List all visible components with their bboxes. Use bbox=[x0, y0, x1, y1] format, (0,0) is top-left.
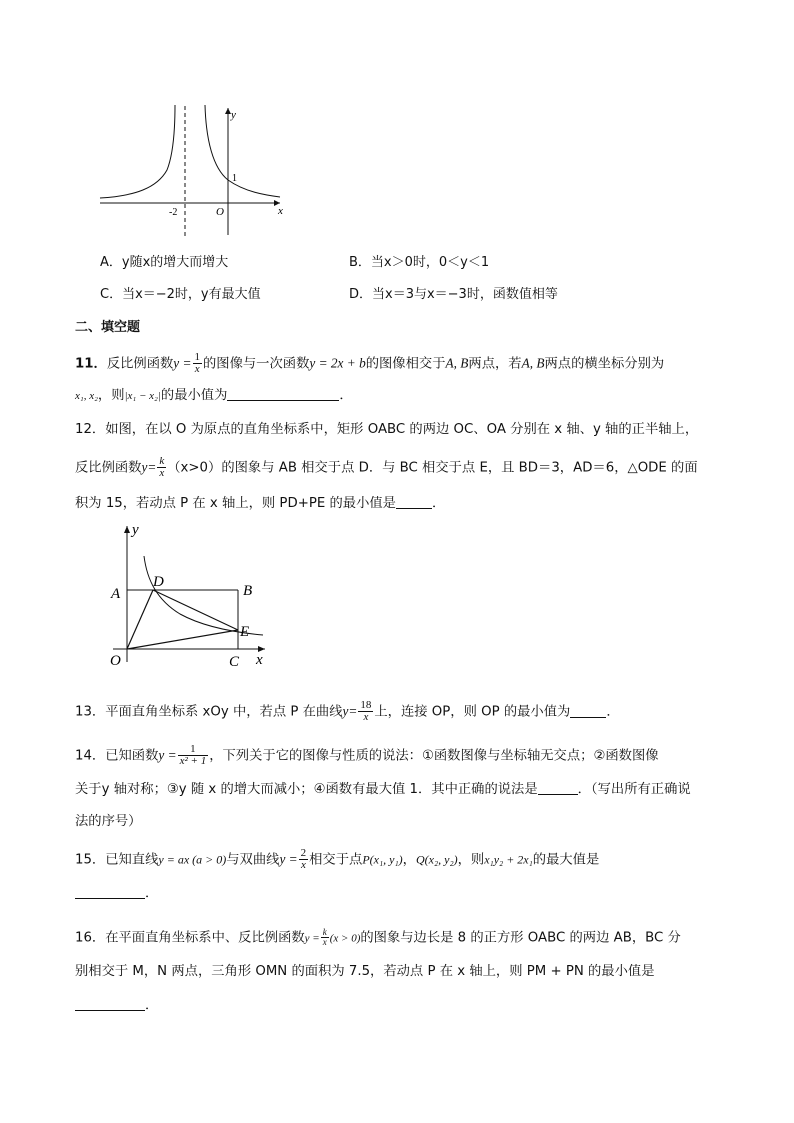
q14-frac-num: 1 bbox=[178, 744, 209, 756]
label-d: D bbox=[153, 574, 164, 590]
q11-vars: x₁, x₂ bbox=[75, 390, 98, 402]
label-b: B bbox=[243, 583, 253, 599]
q11-number: 11． bbox=[75, 356, 107, 372]
q12-line2 bbox=[75, 456, 698, 479]
q16-line1 bbox=[75, 928, 681, 949]
q16-text-b: 的图象与边长是 8 的正方形 OABC 的两边 AB，BC 分 bbox=[360, 930, 681, 946]
q14-line2 bbox=[75, 780, 691, 800]
q14-text-a: 14．已知函数 bbox=[75, 748, 159, 764]
label-o: O bbox=[110, 653, 121, 669]
q13-eq: y= bbox=[342, 703, 358, 719]
q12-text-c: 积为 15，若动点 P 在 x 轴上，则 PD+PE 的最小值是 bbox=[75, 496, 396, 511]
rectangle-hyperbola-graph-q12 bbox=[105, 520, 275, 670]
q13-answer-blank[interactable] bbox=[570, 703, 606, 718]
x-axis-label: x bbox=[278, 205, 283, 217]
q15-eq: y = bbox=[279, 851, 298, 867]
q14-eq: y = bbox=[158, 747, 177, 763]
label-y: y bbox=[132, 522, 139, 538]
q11-points-2: A, B bbox=[521, 355, 545, 371]
q12-frac-num: k bbox=[159, 455, 165, 467]
q16-frac-den: x bbox=[322, 937, 327, 947]
q11-abs: |x₁ − x₂| bbox=[124, 390, 161, 402]
q11-end: ． bbox=[339, 388, 353, 403]
origin-label: O bbox=[216, 206, 224, 218]
option-a: A．y随x的增大而增大 bbox=[100, 255, 229, 270]
q11-line1 bbox=[75, 352, 664, 375]
q15-expr: x₁y₂ + 2x₁ bbox=[484, 852, 533, 867]
q14-text-d: ．（写出所有正确说 bbox=[577, 782, 691, 797]
q15-line2 bbox=[75, 884, 158, 904]
q15-frac-num: 2 bbox=[300, 847, 307, 859]
q11-eq1: y = bbox=[173, 355, 192, 371]
right-branch-curve bbox=[205, 105, 280, 197]
q11-text-f: ，则 bbox=[97, 388, 125, 403]
q14-frac-den: x² + 1 bbox=[179, 755, 207, 767]
y-axis-label: y bbox=[231, 109, 236, 121]
q13-text-b: 上，连接 OP，则 OP 的最小值为 bbox=[374, 704, 571, 720]
section-title: 二、填空题 bbox=[75, 320, 141, 335]
q15-frac-den: x bbox=[300, 859, 306, 871]
q15-line-eq: y = ax (a > 0) bbox=[158, 852, 227, 867]
q15-text-e: ，则 bbox=[457, 852, 485, 868]
q15-answer-blank[interactable] bbox=[75, 884, 145, 899]
q12-line3 bbox=[75, 494, 445, 514]
q12-frac-den: x bbox=[159, 467, 165, 479]
q11-frac-den: x bbox=[194, 363, 200, 375]
q16-frac-num: k bbox=[322, 927, 327, 937]
q11-answer-blank[interactable] bbox=[227, 386, 339, 401]
q16-answer-blank[interactable] bbox=[75, 996, 145, 1011]
q16-line2: 别相交于 M，N 两点，三角形 OMN 的面积为 7.5，若动点 P 在 x 轴上，则 PM + PN 的最小值是 bbox=[75, 964, 655, 979]
q15-point-p: P(x₁, y₁) bbox=[362, 852, 403, 867]
y-axis-arrow bbox=[124, 526, 130, 533]
q13-frac-num: 18 bbox=[360, 699, 372, 711]
left-branch-curve bbox=[100, 105, 175, 198]
segment-od bbox=[127, 590, 153, 649]
hyperbola-graph-q10 bbox=[95, 100, 290, 240]
q15-text-d: ， bbox=[402, 852, 416, 868]
q14-text-b: ，下列关于它的图像与性质的说法：①函数图像与坐标轴无交点；②函数图像 bbox=[209, 748, 659, 764]
q12-answer-blank[interactable] bbox=[396, 494, 432, 509]
q12-fraction bbox=[157, 456, 166, 479]
q14-answer-blank[interactable] bbox=[538, 780, 578, 795]
q15-text-a: 15．已知直线 bbox=[75, 852, 159, 868]
label-c: C bbox=[229, 654, 240, 670]
segment-oe bbox=[127, 630, 238, 649]
q12-eq: y= bbox=[141, 459, 157, 475]
tick-label-neg2: -2 bbox=[169, 207, 178, 218]
q16-end: ． bbox=[145, 998, 159, 1013]
q11-text-d: 两点，若 bbox=[468, 356, 522, 372]
q15-text-c: 相交于点 bbox=[309, 852, 363, 868]
label-e: E bbox=[240, 624, 250, 640]
q13-fraction bbox=[358, 700, 373, 723]
q16-cond: (x > 0) bbox=[329, 932, 361, 945]
q13-line bbox=[75, 700, 620, 723]
q11-points: A, B bbox=[445, 355, 469, 371]
q13-text-a: 13．平面直角坐标系 xOy 中，若点 P 在曲线 bbox=[75, 704, 343, 720]
segment-de bbox=[153, 590, 238, 630]
q15-point-q: Q(x₂, y₂) bbox=[415, 852, 458, 867]
q15-fraction bbox=[299, 848, 309, 871]
q11-text-b: 的图像与一次函数 bbox=[203, 356, 310, 372]
q11-text-g: 的最小值为 bbox=[160, 388, 228, 403]
q13-end: ． bbox=[606, 704, 620, 720]
q11-eq2: y = 2x + b bbox=[309, 355, 366, 371]
q14-line3: 法的序号） bbox=[75, 814, 142, 829]
q14-text-c: 关于y 轴对称；③y 随 x 的增大而减小；④函数有最大值 1．其中正确的说法是 bbox=[75, 782, 538, 797]
q11-text-e: 两点的横坐标分别为 bbox=[544, 356, 665, 372]
q15-end: ． bbox=[145, 886, 159, 901]
q16-eq: y = bbox=[304, 932, 320, 945]
q14-fraction bbox=[178, 744, 209, 767]
tick-label-1: 1 bbox=[232, 173, 237, 184]
q16-line3 bbox=[75, 996, 158, 1016]
q11-fraction bbox=[193, 352, 203, 375]
q12-line1: 12．如图，在以 O 为原点的直角坐标系中，矩形 OABC 的两边 OC、OA 分别在 x 轴、y 轴的正半轴上， bbox=[75, 422, 699, 437]
label-a: A bbox=[111, 586, 121, 602]
q15-text-b: 与双曲线 bbox=[226, 852, 280, 868]
q11-frac-num: 1 bbox=[194, 351, 200, 363]
label-x: x bbox=[256, 652, 263, 668]
q16-fraction bbox=[321, 928, 329, 947]
q13-frac-den: x bbox=[363, 711, 369, 723]
q11-text-a: 反比例函数 bbox=[106, 356, 174, 372]
q12-text-b: （x>0）的图象与 AB 相交于点 D．与 BC 相交于点 E，且 BD＝3，AD＝6，△ODE 的面 bbox=[167, 460, 698, 476]
q16-text-a: 16．在平面直角坐标系中、反比例函数 bbox=[75, 930, 305, 946]
q11-line2 bbox=[75, 386, 353, 406]
q11-text-c: 的图像相交于 bbox=[365, 356, 446, 372]
q14-line1 bbox=[75, 744, 659, 767]
option-c: C．当x＝−2时，y有最大值 bbox=[100, 287, 261, 302]
q15-text-f: 的最大值是 bbox=[532, 852, 600, 868]
q12-text-a: 反比例函数 bbox=[75, 460, 142, 476]
option-d: D．当x＝3与x＝−3时，函数值相等 bbox=[349, 287, 558, 302]
q15-line1 bbox=[75, 848, 599, 871]
option-b: B．当x＞0时，0＜y＜1 bbox=[349, 255, 490, 270]
q12-end: ． bbox=[431, 496, 446, 511]
